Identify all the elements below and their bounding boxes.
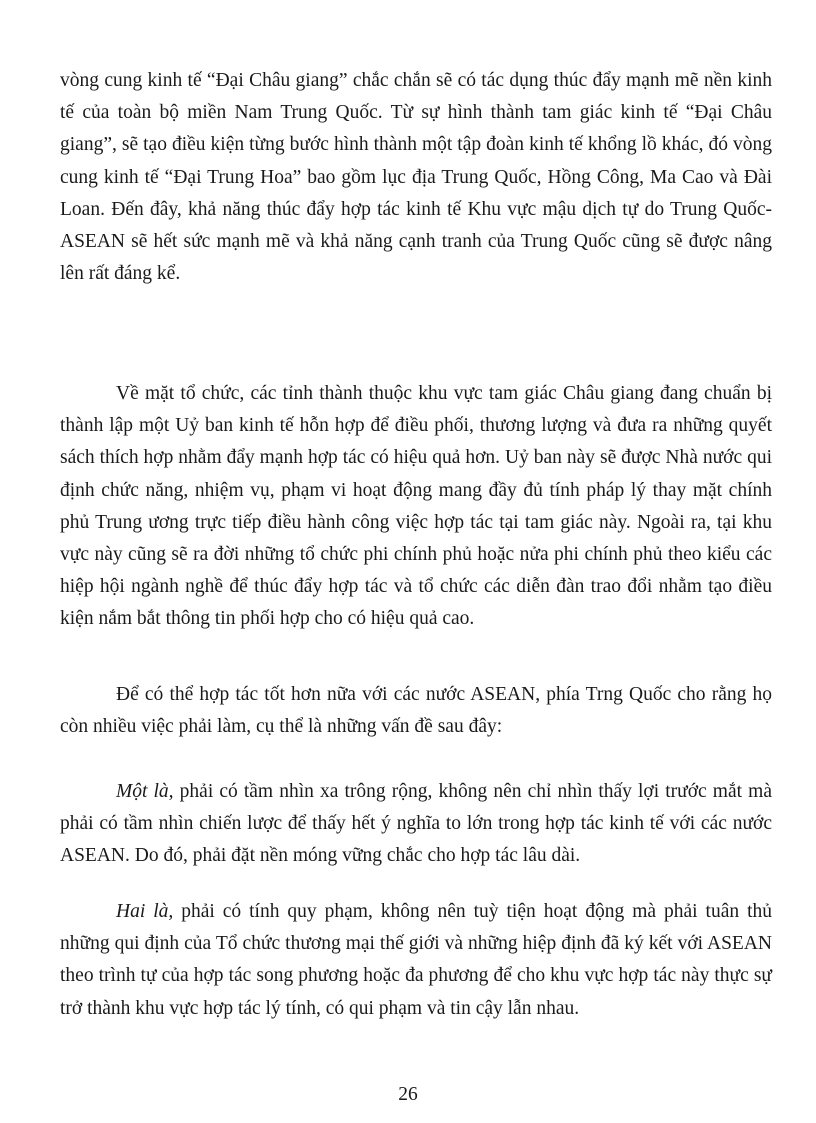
paragraph-2 — [60, 378, 772, 636]
paragraph-1-text: vòng cung kinh tế “Đại Châu giang” chắc chắn sẽ có tác dụng thúc đẩy mạnh mẽ nền kinh tế của toàn bộ miền Nam Trung Quốc. Từ sự hình thành tam giác kinh tế “Đại Châu giang”, sẽ tạo điều kiện từng bước hình thành một tập đoàn kinh tế khổng lồ khác, đó vòng cung kinh tế “Đại Trung Hoa” bao gồm lục địa Trung Quốc, Hồng Công, Ma Cao và Đài Loan. Đến đây, khả năng thúc đẩy hợp tác kinh tế Khu vực mậu dịch tự do Trung Quốc-ASEAN sẽ hết sức mạnh mẽ và khả năng cạnh tranh của Trung Quốc cũng sẽ được nâng lên rất đáng kể. — [60, 70, 772, 285]
paragraph-3-text: Để có thể hợp tác tốt hơn nữa với các nước ASEAN, phía Trng Quốc cho rằng họ còn nhiều việc phải làm, cụ thể là những vấn đề sau đây: — [60, 684, 772, 738]
paragraph-1 — [60, 65, 772, 290]
page-number: 26 — [398, 1084, 418, 1105]
paragraph-4-lead: Một là, — [116, 781, 174, 802]
paragraph-2-text: Về mặt tổ chức, các tỉnh thành thuộc khu vực tam giác Châu giang đang chuẩn bị thành lập một Uỷ ban kinh tế hỗn hợp để điều phối, thương lượng và đưa ra những quyết sách thích hợp nhằm đẩy mạnh hợp tác có hiệu quả hơn. Uỷ ban này sẽ được Nhà nước qui định chức năng, nhiệm vụ, phạm vi hoạt động mang đầy đủ tính pháp lý thay mặt chính phủ Trung ương trực tiếp điều hành công việc hợp tác tại tam giác này. Ngoài ra, tại khu vực này cũng sẽ ra đời những tổ chức phi chính phủ hoặc nửa phi chính phủ theo kiểu các hiệp hội ngành nghề để thúc đẩy hợp tác và tổ chức các diễn đàn trao đổi nhằm tạo điều kiện nắm bắt thông tin phối hợp cho có hiệu quả cao. — [60, 383, 772, 630]
paragraph-4 — [60, 776, 772, 873]
paragraph-5-lead: Hai là, — [116, 901, 174, 922]
paragraph-5-text: phải có tính quy phạm, không nên tuỳ tiện hoạt động mà phải tuân thủ những qui định của Tổ chức thương mại thế giới và những hiệp định đã ký kết với ASEAN theo trình tự của hợp tác song phương hoặc đa phương để cho khu vực hợp tác này thực sự trở thành khu vực hợp tác lý tính, có qui phạm và tin cậy lẫn nhau. — [60, 901, 772, 1019]
paragraph-5 — [60, 896, 772, 1025]
paragraph-4-text: phải có tầm nhìn xa trông rộng, không nên chỉ nhìn thấy lợi trước mắt mà phải có tầm nhìn chiến lược để thấy hết ý nghĩa to lớn trong hợp tác kinh tế với các nước ASEAN. Do đó, phải đặt nền móng vững chắc cho hợp tác lâu dài. — [60, 781, 772, 867]
paragraph-3 — [60, 679, 772, 743]
